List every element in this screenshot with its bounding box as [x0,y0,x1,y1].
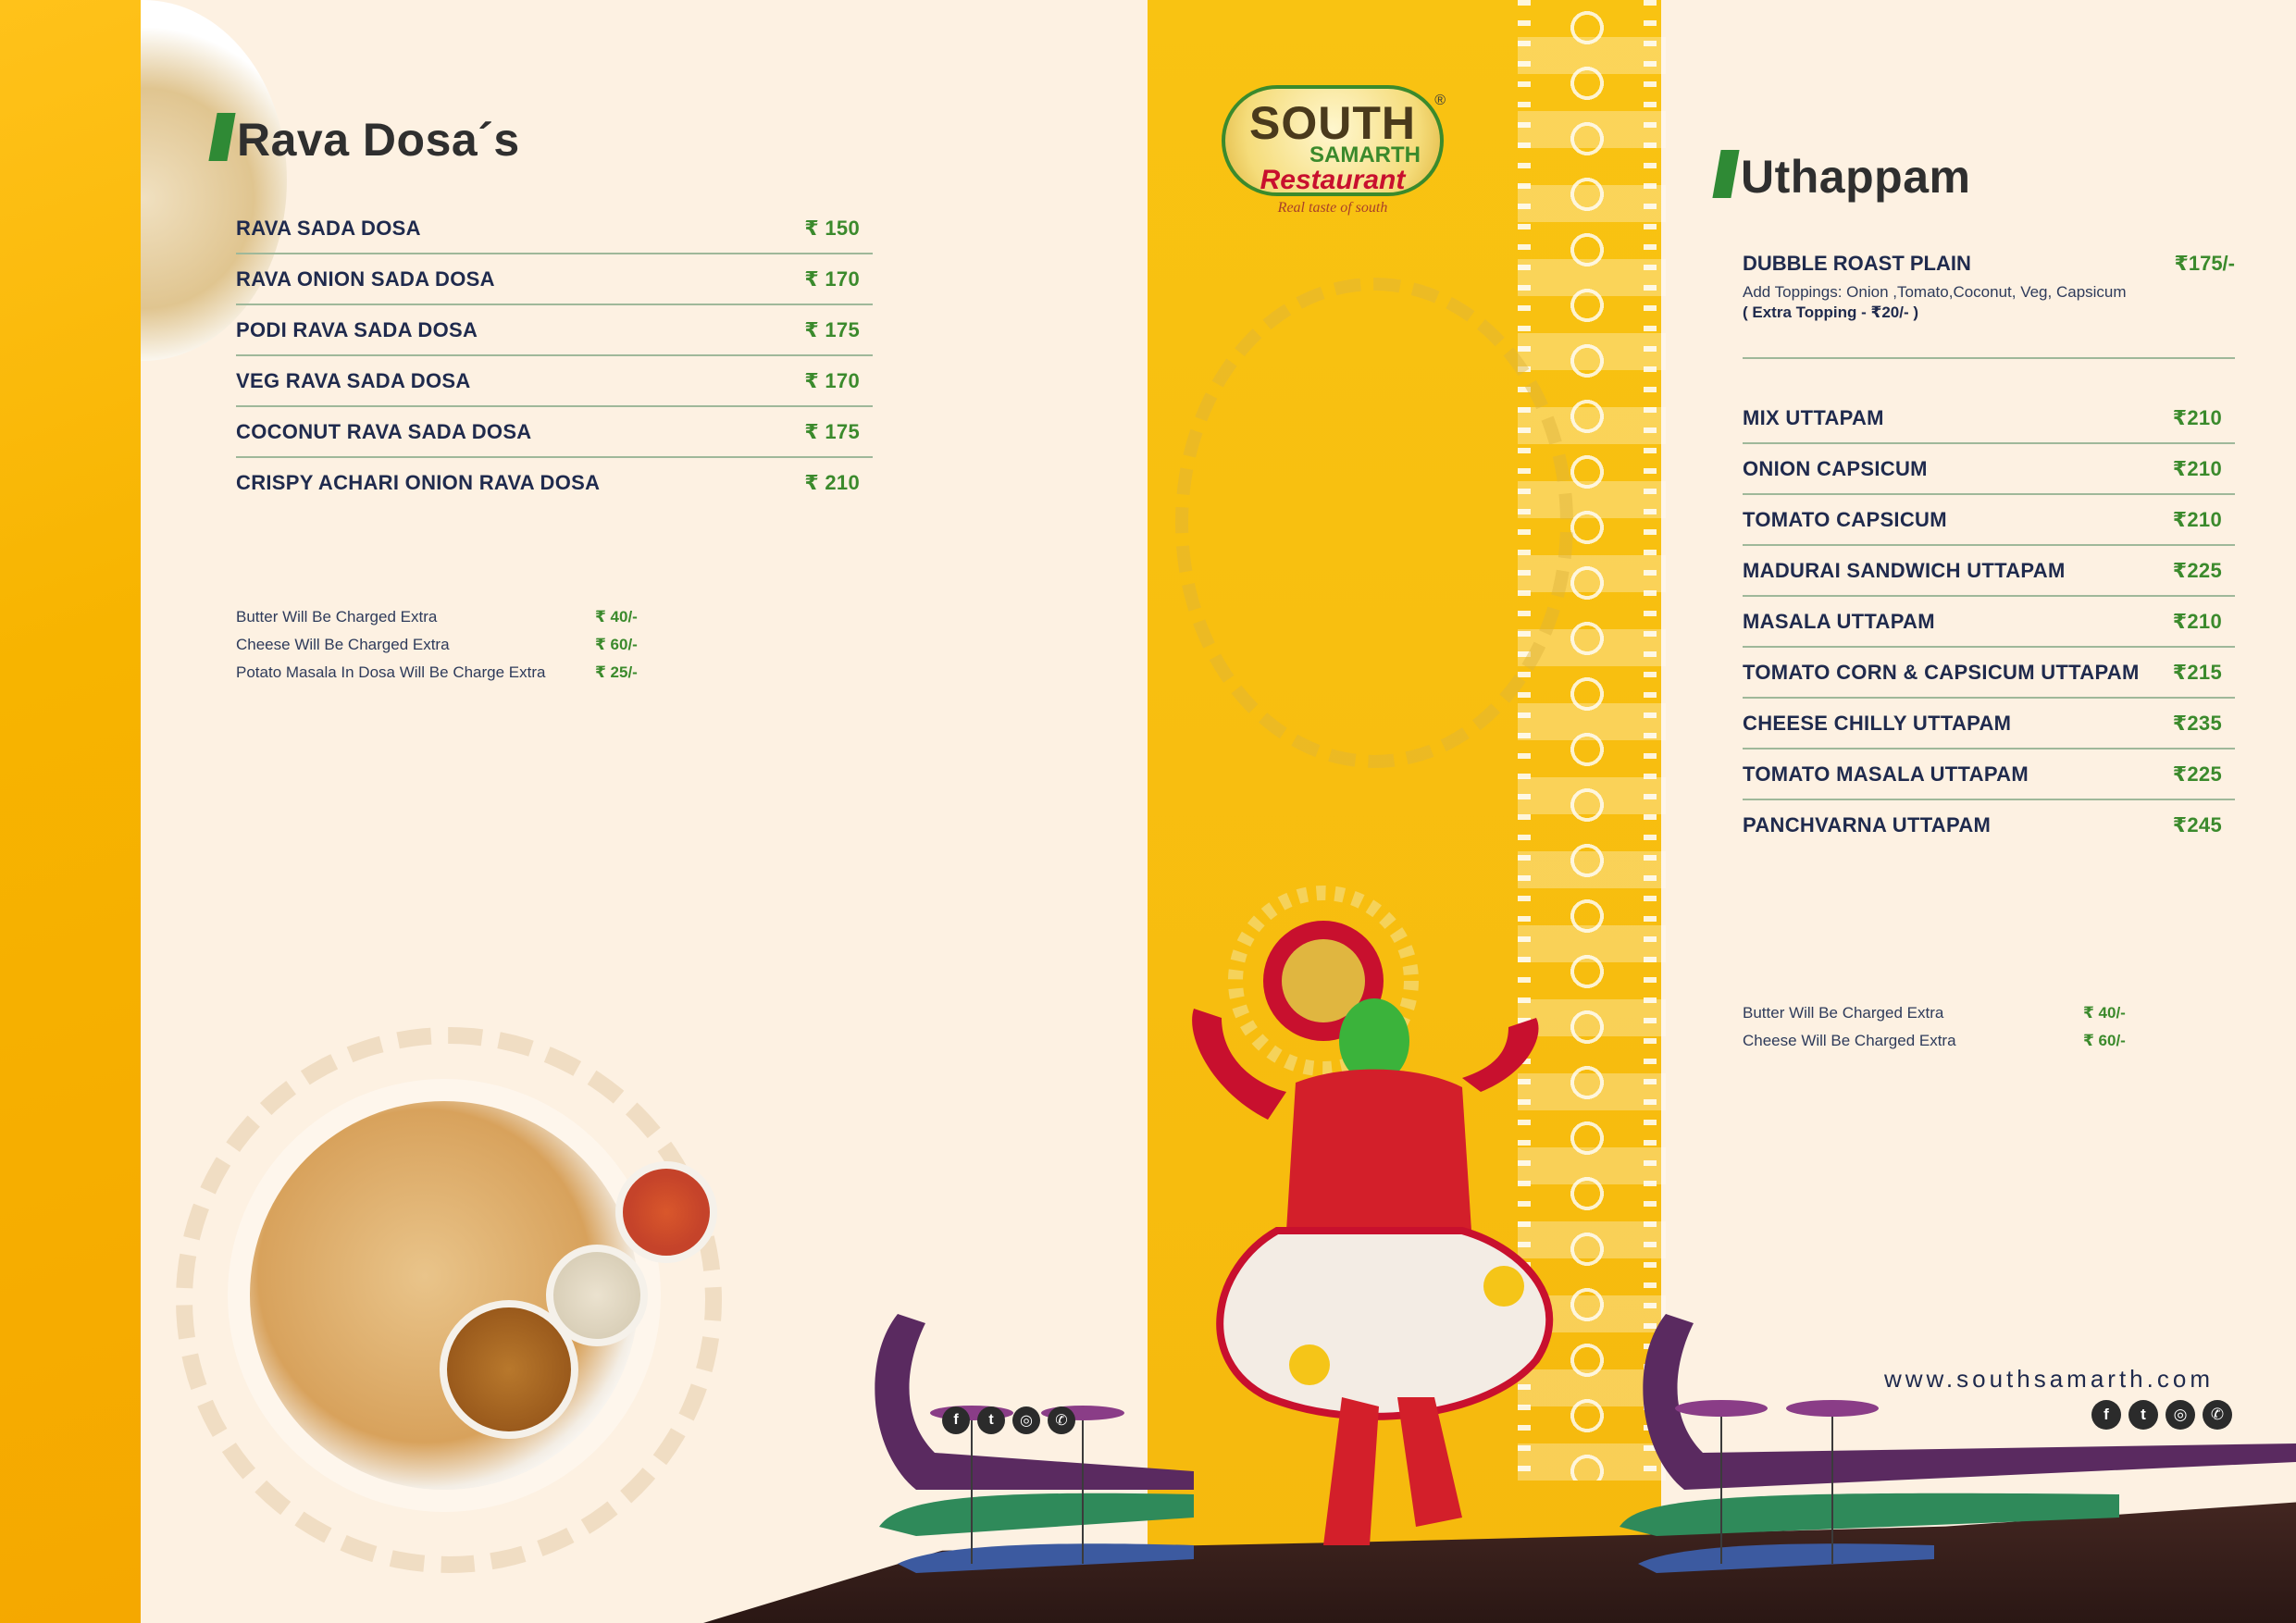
note-row [1743,1027,2126,1055]
menu-item [236,356,873,407]
menu-item [236,204,873,254]
menu-item-name: ONION CAPSICUM [1743,456,1928,480]
uthappam-heading [1717,150,1970,204]
website-url: www.southsamarth.com [1884,1365,2214,1393]
menu-item-price: ₹225 [2172,558,2222,582]
menu-item-price: ₹ 175 [804,317,860,341]
featured-item-header [1743,252,2235,276]
menu-item-name: CHEESE CHILLY UTTAPAM [1743,711,2012,735]
menu-item-price: ₹ 175 [804,419,860,443]
social-icons-right [2091,1400,2232,1430]
facebook-icon[interactable]: f [2091,1400,2121,1430]
logo-restaurant-text: Restaurant [1260,165,1406,195]
menu-item-price: ₹210 [2172,507,2222,531]
note-price: ₹ 40/- [2083,1004,2126,1022]
menu-item [1743,546,2235,597]
menu-item [1743,597,2235,648]
rava-dosa-heading [213,113,520,167]
social-icons-left [942,1406,1075,1434]
facebook-icon[interactable]: f [942,1406,970,1434]
note-label: Butter Will Be Charged Extra [236,608,438,626]
menu-item-name: MIX UTTAPAM [1743,405,1884,429]
menu-item-price: ₹235 [2172,711,2222,735]
menu-item-name: MASALA UTTAPAM [1743,609,1935,633]
menu-item-name: PANCHVARNA UTTAPAM [1743,812,1992,836]
menu-item-name: RAVA ONION SADA DOSA [236,266,495,291]
menu-item [1743,750,2235,800]
kathakali-dancer-illustration [1157,879,1592,1619]
menu-item [236,305,873,356]
note-row [236,631,638,659]
menu-item-price: ₹ 150 [804,216,860,240]
rava-dosa-menu-list [236,204,873,507]
menu-item-price: ₹245 [2172,812,2222,836]
note-price: ₹ 60/- [595,636,638,653]
menu-item-name: TOMATO MASALA UTTAPAM [1743,762,2029,786]
menu-item-name: VEG RAVA SADA DOSA [236,368,471,392]
logo-badge [1222,85,1444,196]
instagram-icon[interactable]: ◎ [1012,1406,1040,1434]
menu-item-price: ₹ 170 [804,266,860,291]
whatsapp-icon[interactable]: ✆ [1048,1406,1075,1434]
menu-item-price: ₹ 210 [804,470,860,494]
menu-item [1743,495,2235,546]
right-boat-illustration [1601,1305,2296,1582]
menu-item-price: ₹215 [2172,660,2222,684]
instagram-icon[interactable]: ◎ [2166,1400,2195,1430]
featured-item-price: ₹175/- [2174,252,2235,275]
note-row [236,659,638,687]
menu-item-name: COCONUT RAVA SADA DOSA [236,419,532,443]
uthappam-heading-text: Uthappam [1741,151,1971,203]
menu-item-name: CRISPY ACHARI ONION RAVA DOSA [236,470,601,494]
menu-item-price: ₹210 [2172,456,2222,480]
restaurant-logo [1212,85,1453,224]
uthappam-menu-list [1743,393,2235,849]
left-decorative-strip [0,0,141,1623]
note-label: Potato Masala In Dosa Will Be Charge Extra [236,663,546,681]
menu-item [1743,444,2235,495]
left-boat-illustration [861,1305,1203,1582]
menu-item [1743,699,2235,750]
uthappam-decorative-ring [1175,278,1573,768]
heading-accent-mark [1712,150,1739,198]
logo-samarth-text: SAMARTH [1309,142,1421,167]
note-price: ₹ 60/- [2083,1032,2126,1049]
featured-extra-topping: ( Extra Topping - ₹20/- ) [1743,304,1919,321]
menu-item-name: PODI RAVA SADA DOSA [236,317,478,341]
twitter-icon[interactable]: t [2128,1400,2158,1430]
menu-item-price: ₹ 170 [804,368,860,392]
note-price: ₹ 40/- [595,608,638,626]
note-label: Cheese Will Be Charged Extra [1743,1032,1956,1049]
menu-item-name: RAVA SADA DOSA [236,216,421,240]
chutney-bowl-image [615,1161,717,1263]
menu-item-price: ₹210 [2172,405,2222,429]
heading-accent-mark [208,113,235,161]
menu-item [1743,393,2235,444]
featured-item [1743,252,2235,359]
menu-item-name: TOMATO CORN & CAPSICUM UTTAPAM [1743,660,2140,684]
registered-mark: ® [1434,93,1446,108]
rava-dosa-heading-text: Rava Dosa´s [237,114,520,166]
menu-item [1743,648,2235,699]
menu-item-price: ₹225 [2172,762,2222,786]
menu-item [236,458,873,507]
menu-item [236,254,873,305]
menu-item-name: MADURAI SANDWICH UTTAPAM [1743,558,2066,582]
note-label: Cheese Will Be Charged Extra [236,636,450,653]
uthappam-notes [1743,999,2126,1055]
note-label: Butter Will Be Charged Extra [1743,1004,1944,1022]
menu-item [236,407,873,458]
menu-item-price: ₹210 [2172,609,2222,633]
logo-tagline: Real taste of south [1277,200,1388,216]
sambar-bowl-image [440,1300,578,1439]
featured-item-name: DUBBLE ROAST PLAIN [1743,252,1971,275]
note-row [236,603,638,631]
twitter-icon[interactable]: t [977,1406,1005,1434]
rava-dosa-notes [236,603,638,687]
whatsapp-icon[interactable]: ✆ [2203,1400,2232,1430]
note-row [1743,999,2126,1027]
featured-toppings: Add Toppings: Onion ,Tomato,Coconut, Veg, Capsicum [1743,283,2127,301]
menu-item [1743,800,2235,849]
menu-item-name: TOMATO CAPSICUM [1743,507,1947,531]
note-price: ₹ 25/- [595,663,638,681]
logo-south-text: SOUTH [1249,97,1416,149]
